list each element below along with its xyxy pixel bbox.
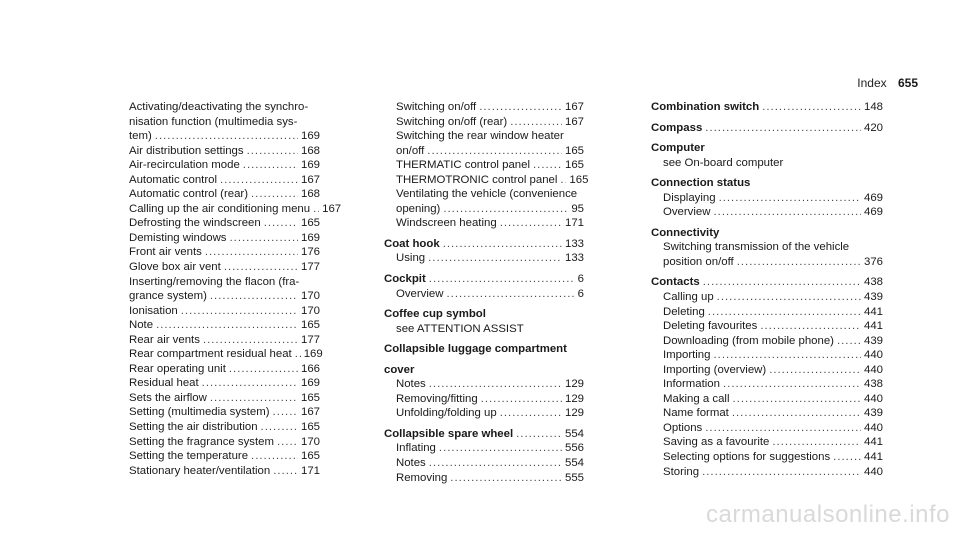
index-entry xyxy=(117,245,320,260)
dot-leader xyxy=(243,158,298,173)
watermark: carmanualsonline.info xyxy=(706,501,950,528)
dot-leader xyxy=(772,435,861,450)
entry-text: Glove box air vent xyxy=(129,261,221,274)
entry-page-number: 441 xyxy=(863,451,883,464)
dot-leader xyxy=(516,427,562,442)
dot-leader xyxy=(429,377,562,392)
index-heading xyxy=(384,237,584,252)
index-entry xyxy=(651,240,883,255)
index-entry xyxy=(384,216,584,231)
entry-text: cover xyxy=(384,363,415,376)
entry-page-number: 167 xyxy=(300,173,320,186)
entry-page-number: 439 xyxy=(863,291,883,304)
dot-leader xyxy=(251,449,298,464)
entry-page-number: 95 xyxy=(571,202,584,215)
entry-text: Rear compartment residual heat xyxy=(129,348,292,361)
entry-page-number: 168 xyxy=(300,188,320,201)
dot-leader xyxy=(713,348,861,363)
entry-page-number: 167 xyxy=(300,406,320,419)
index-entry xyxy=(651,191,883,206)
index-entry xyxy=(651,205,883,220)
index-heading xyxy=(384,307,584,322)
entry-page-number: 167 xyxy=(564,101,584,113)
dot-leader xyxy=(273,464,298,479)
entry-page-number: 440 xyxy=(863,421,883,434)
entry-text: Ionisation xyxy=(129,304,178,317)
entry-page-number: 167 xyxy=(564,115,584,128)
entry-page-number: 376 xyxy=(863,255,883,268)
index-entry xyxy=(117,129,320,144)
index-entry xyxy=(384,377,584,392)
entry-text: Displaying xyxy=(663,191,716,204)
dot-leader xyxy=(450,471,562,486)
entry-text: Ventilating the vehicle (convenience xyxy=(396,188,578,201)
dot-leader xyxy=(762,100,861,115)
entry-text: Automatic control xyxy=(129,173,217,186)
page-number: 655 xyxy=(897,76,918,90)
dot-leader xyxy=(703,275,861,290)
dot-leader xyxy=(261,420,298,435)
entry-page-number: 177 xyxy=(300,333,320,346)
entry-text: Switching the rear window heater xyxy=(396,130,564,143)
index-entry xyxy=(117,449,320,464)
index-heading xyxy=(651,100,883,115)
entry-text: Note xyxy=(129,319,154,332)
entry-text: nisation function (multimedia sys- xyxy=(129,115,298,128)
dot-leader xyxy=(717,290,861,305)
index-entry xyxy=(384,100,584,115)
entry-text: Deleting xyxy=(663,305,705,318)
entry-page-number: 170 xyxy=(300,290,320,303)
dot-leader xyxy=(560,173,566,188)
dot-leader xyxy=(705,421,861,436)
index-entry xyxy=(117,405,320,420)
entry-text: Automatic control (rear) xyxy=(129,188,249,201)
entry-page-number: 6 xyxy=(577,287,584,300)
dot-leader xyxy=(277,435,298,450)
index-entry xyxy=(651,334,883,349)
dot-leader xyxy=(500,406,562,421)
entry-page-number: 167 xyxy=(322,202,342,215)
entry-text: Contacts xyxy=(651,276,700,289)
index-entry xyxy=(117,391,320,406)
index-entry xyxy=(651,363,883,378)
entry-text: see On-board computer xyxy=(663,156,784,169)
dot-leader xyxy=(439,441,562,456)
index-entry xyxy=(651,319,883,334)
entry-text: Deleting favourites xyxy=(663,320,758,333)
entry-page-number: 170 xyxy=(300,304,320,317)
index-entry xyxy=(651,406,883,421)
index-heading xyxy=(651,121,883,136)
dot-leader xyxy=(229,362,298,377)
index-heading xyxy=(384,342,584,357)
index-entry xyxy=(384,115,584,130)
entry-text: Stationary heater/ventilation xyxy=(129,464,271,477)
entry-page-number: 165 xyxy=(300,391,320,404)
entry-text: Activating/deactivating the synchro- xyxy=(129,101,309,113)
index-entry xyxy=(117,260,320,275)
dot-leader xyxy=(446,287,574,302)
entry-page-number: 129 xyxy=(564,392,584,405)
entry-page-number: 438 xyxy=(863,378,883,391)
index-heading xyxy=(651,141,883,156)
dot-leader xyxy=(429,456,562,471)
entry-text: Downloading (from mobile phone) xyxy=(663,334,834,347)
index-entry xyxy=(384,158,584,173)
entry-text: Computer xyxy=(651,142,705,155)
dot-leader xyxy=(702,465,861,480)
entry-page-number: 440 xyxy=(863,363,883,376)
entry-page-number: 441 xyxy=(863,305,883,318)
dot-leader xyxy=(427,144,562,159)
entry-page-number: 6 xyxy=(577,273,584,286)
entry-text: Defrosting the windscreen xyxy=(129,217,261,230)
index-entry xyxy=(384,202,584,217)
entry-page-number: 165 xyxy=(300,319,320,332)
dot-leader xyxy=(210,289,298,304)
entry-text: THERMATIC control panel xyxy=(396,159,530,172)
dot-leader xyxy=(708,305,861,320)
entry-text: position on/off xyxy=(663,255,734,268)
entry-text: Combination switch xyxy=(651,101,760,113)
entry-page-number: 556 xyxy=(564,442,584,455)
header-label: Index xyxy=(857,76,887,90)
index-entry xyxy=(117,347,323,362)
entry-text: Connectivity xyxy=(651,226,720,239)
entry-text: Overview xyxy=(663,206,711,219)
entry-page-number: 165 xyxy=(564,159,584,172)
index-entry xyxy=(117,275,320,290)
entry-page-number: 440 xyxy=(863,465,883,478)
entry-text: tem) xyxy=(129,130,152,143)
index-heading xyxy=(384,272,584,287)
entry-text: THERMOTRONIC control panel xyxy=(396,173,558,186)
index-entry xyxy=(117,318,320,333)
index-entry xyxy=(117,173,320,188)
index-entry xyxy=(384,322,584,337)
index-entry xyxy=(651,377,883,392)
index-entry xyxy=(117,216,320,231)
entry-page-number: 169 xyxy=(300,377,320,390)
index-entry xyxy=(384,456,584,471)
dot-leader xyxy=(264,216,298,231)
entry-text: Inflating xyxy=(396,442,436,455)
page-header xyxy=(857,76,918,90)
index-entry xyxy=(117,158,320,173)
entry-text: Notes xyxy=(396,457,426,470)
index-entry xyxy=(117,289,320,304)
entry-page-number: 165 xyxy=(300,217,320,230)
index-entry xyxy=(384,251,584,266)
entry-page-number: 166 xyxy=(300,362,320,375)
index-entry xyxy=(651,435,883,450)
dot-leader xyxy=(732,392,861,407)
entry-text: Calling up xyxy=(663,291,714,304)
entry-page-number: 171 xyxy=(300,464,320,477)
dot-leader xyxy=(443,202,568,217)
entry-text: Overview xyxy=(396,287,444,300)
entry-page-number: 129 xyxy=(564,407,584,420)
entry-text: Importing xyxy=(663,349,711,362)
entry-page-number: 439 xyxy=(863,407,883,420)
dot-leader xyxy=(210,391,298,406)
entry-text: Air distribution settings xyxy=(129,144,244,157)
entry-text: Demisting windows xyxy=(129,231,227,244)
dot-leader xyxy=(510,115,562,130)
index-entry xyxy=(117,100,320,115)
entry-page-number: 469 xyxy=(863,206,883,219)
index-heading xyxy=(651,275,883,290)
entry-text: Name format xyxy=(663,407,729,420)
dot-leader xyxy=(713,205,861,220)
index-entry xyxy=(651,465,883,480)
entry-text: Rear air vents xyxy=(129,333,200,346)
index-heading xyxy=(384,363,584,378)
dot-leader xyxy=(251,187,298,202)
entry-text: Windscreen heating xyxy=(396,217,497,230)
entry-text: Collapsible luggage compartment xyxy=(384,343,567,356)
index-heading xyxy=(651,226,883,241)
dot-leader xyxy=(220,173,298,188)
entry-page-number: 165 xyxy=(300,421,320,434)
entry-text: Setting (multimedia system) xyxy=(129,406,270,419)
dot-leader xyxy=(295,347,301,362)
dot-leader xyxy=(737,255,861,270)
dot-leader xyxy=(181,304,298,319)
entry-text: grance system) xyxy=(129,290,207,303)
entry-text: Front air vents xyxy=(129,246,202,259)
dot-leader xyxy=(533,158,562,173)
index-column-1 xyxy=(117,100,342,478)
entry-text: Removing/fitting xyxy=(396,392,478,405)
dot-leader xyxy=(500,216,562,231)
entry-text: see ATTENTION ASSIST xyxy=(396,322,524,335)
entry-page-number: 554 xyxy=(564,427,584,440)
index-entry xyxy=(651,305,883,320)
entry-page-number: 555 xyxy=(564,471,584,484)
entry-page-number: 171 xyxy=(564,217,584,230)
dot-leader xyxy=(481,392,562,407)
entry-page-number: 169 xyxy=(300,159,320,172)
entry-text: Air-recirculation mode xyxy=(129,159,240,172)
index-entry xyxy=(651,392,883,407)
dot-leader xyxy=(247,144,298,159)
entry-page-number: 169 xyxy=(300,130,320,143)
entry-text: Saving as a favourite xyxy=(663,436,770,449)
entry-page-number: 469 xyxy=(863,191,883,204)
index-entry xyxy=(117,333,320,348)
index-entry xyxy=(117,187,320,202)
dot-leader xyxy=(313,202,319,217)
entry-text: Switching transmission of the vehicle xyxy=(663,241,850,254)
index-entry xyxy=(117,464,320,479)
entry-page-number: 170 xyxy=(300,435,320,448)
index-entry xyxy=(384,187,584,202)
entry-text: on/off xyxy=(396,144,425,157)
dot-leader xyxy=(719,191,861,206)
entry-text: Coffee cup symbol xyxy=(384,308,486,321)
entry-text: Sets the airflow xyxy=(129,391,207,404)
dot-leader xyxy=(156,318,298,333)
entry-page-number: 440 xyxy=(863,392,883,405)
entry-page-number: 169 xyxy=(300,231,320,244)
index-entry xyxy=(651,156,883,171)
entry-text: Unfolding/folding up xyxy=(396,407,497,420)
index-entry xyxy=(117,362,320,377)
dot-leader xyxy=(429,272,575,287)
index-entry xyxy=(651,421,883,436)
dot-leader xyxy=(202,376,298,391)
entry-text: Using xyxy=(396,252,426,265)
entry-page-number: 439 xyxy=(863,334,883,347)
index-entry xyxy=(117,435,320,450)
entry-text: Compass xyxy=(651,121,703,134)
index-entry xyxy=(384,406,584,421)
entry-page-number: 169 xyxy=(303,348,323,361)
entry-page-number: 440 xyxy=(863,349,883,362)
index-entry xyxy=(384,392,584,407)
entry-text: Inserting/removing the flacon (fra- xyxy=(129,275,300,288)
entry-page-number: 133 xyxy=(564,252,584,265)
index-entry xyxy=(117,420,320,435)
entry-text: Importing (overview) xyxy=(663,363,767,376)
entry-page-number: 148 xyxy=(863,101,883,113)
entry-page-number: 165 xyxy=(564,144,584,157)
entry-text: Cockpit xyxy=(384,273,426,286)
entry-text: Selecting options for suggestions xyxy=(663,451,831,464)
index-entry xyxy=(117,231,320,246)
entry-page-number: 177 xyxy=(300,261,320,274)
entry-page-number: 133 xyxy=(564,237,584,250)
entry-text: Setting the air distribution xyxy=(129,421,258,434)
index-entry xyxy=(384,129,584,144)
dot-leader xyxy=(155,129,298,144)
entry-page-number: 129 xyxy=(564,378,584,391)
index-heading xyxy=(384,427,584,442)
dot-leader xyxy=(760,319,861,334)
dot-leader xyxy=(833,450,861,465)
entry-page-number: 554 xyxy=(564,457,584,470)
index-heading xyxy=(651,176,883,191)
index-entry xyxy=(651,290,883,305)
index-entry xyxy=(117,304,320,319)
entry-text: Options xyxy=(663,421,703,434)
entry-text: Notes xyxy=(396,378,426,391)
dot-leader xyxy=(273,405,298,420)
entry-page-number: 176 xyxy=(300,246,320,259)
entry-text: Storing xyxy=(663,465,700,478)
entry-text: Collapsible spare wheel xyxy=(384,427,514,440)
dot-leader xyxy=(732,406,861,421)
index-entry xyxy=(651,255,883,270)
index-entry xyxy=(651,450,883,465)
entry-page-number: 420 xyxy=(863,121,883,134)
dot-leader xyxy=(769,363,861,378)
dot-leader xyxy=(203,333,298,348)
dot-leader xyxy=(443,237,562,252)
index-entry xyxy=(117,376,320,391)
entry-text: Residual heat xyxy=(129,377,199,390)
entry-page-number: 165 xyxy=(300,450,320,463)
entry-text: Switching on/off xyxy=(396,101,477,113)
entry-text: Switching on/off (rear) xyxy=(396,115,508,128)
index-entry xyxy=(384,441,584,456)
entry-page-number: 165 xyxy=(569,173,589,186)
index-entry xyxy=(117,202,342,217)
index-entry xyxy=(384,173,589,188)
dot-leader xyxy=(837,334,861,349)
dot-leader xyxy=(723,377,861,392)
dot-leader xyxy=(205,245,298,260)
entry-text: Coat hook xyxy=(384,237,440,250)
entry-text: Information xyxy=(663,378,720,391)
index-entry xyxy=(651,348,883,363)
entry-page-number: 438 xyxy=(863,276,883,289)
entry-text: Setting the fragrance system xyxy=(129,435,274,448)
entry-text: Calling up the air conditioning menu xyxy=(129,202,311,215)
entry-page-number: 441 xyxy=(863,436,883,449)
index-entry xyxy=(117,144,320,159)
index-column-3 xyxy=(651,100,883,479)
entry-page-number: 441 xyxy=(863,320,883,333)
entry-text: opening) xyxy=(396,202,441,215)
dot-leader xyxy=(479,100,562,115)
index-entry xyxy=(117,115,320,130)
index-entry xyxy=(384,144,584,159)
index-entry xyxy=(384,471,584,486)
entry-text: Rear operating unit xyxy=(129,362,226,375)
index-entry xyxy=(384,287,584,302)
entry-text: Setting the temperature xyxy=(129,450,249,463)
dot-leader xyxy=(230,231,298,246)
entry-text: Removing xyxy=(396,471,448,484)
entry-text: Making a call xyxy=(663,392,730,405)
entry-page-number: 168 xyxy=(300,144,320,157)
dot-leader xyxy=(705,121,861,136)
dot-leader xyxy=(428,251,562,266)
index-column-2 xyxy=(384,100,589,485)
entry-text: Connection status xyxy=(651,177,751,190)
dot-leader xyxy=(224,260,298,275)
